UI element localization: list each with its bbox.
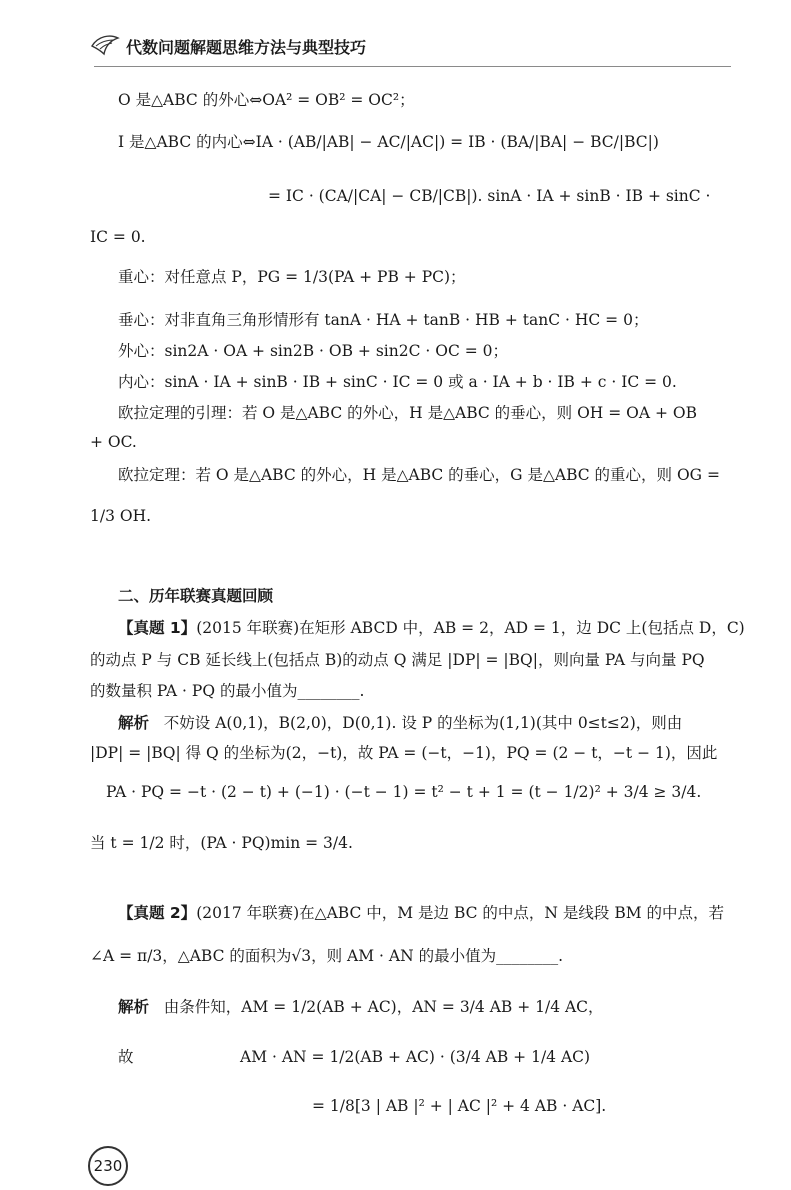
body-line-circumcenter: 外心：sin2A · OA + sin2B · OB + sin2C · OC = 0； bbox=[118, 342, 509, 360]
problem-2-solution-line-2: AM · AN = 1/2(AB + AC) · (3/4 AB + 1/4 AC) bbox=[240, 1048, 591, 1066]
body-line-2: I 是△ABC 的内心⇔IA · (AB/|AB| − AC/|AC|) = IB · (BA/|BA| − BC/|BC|) bbox=[118, 133, 659, 151]
problem-1-line-3: 的数量积 PA · PQ 的最小值为________. bbox=[90, 682, 365, 700]
problem-1-solution-line-4: 当 t = 1/2 时，(PA · PQ)min = 3/4. bbox=[90, 834, 353, 852]
problem-1-text-1: (2015 年联赛)在矩形 ABCD 中，AB = 2，AD = 1，边 DC 上(包括点 D，C) bbox=[196, 619, 745, 637]
problem-2-text-1: (2017 年联赛)在△ABC 中，M 是边 BC 的中点，N 是线段 BM 的中点，若 bbox=[196, 904, 725, 922]
problem-1-solution-line-1 bbox=[118, 713, 682, 733]
problem-1-line-2: 的动点 P 与 CB 延长线上(包括点 B)的动点 Q 满足 |DP| = |BQ|，则向量 PA 与向量 PQ bbox=[90, 651, 705, 669]
body-line-3: = IC · (CA/|CA| − CB/|CB|). sinA · IA + sinB · IB + sinC · bbox=[268, 187, 711, 205]
body-line-1: O 是△ABC 的外心⇔OA² = OB² = OC²； bbox=[118, 91, 415, 109]
problem-2-line-1 bbox=[118, 903, 724, 923]
problem-1-solution-label: 解析 bbox=[118, 714, 150, 732]
book-logo-icon bbox=[90, 32, 120, 58]
body-line-centroid: 重心：对任意点 P，PG = 1/3(PA + PB + PC)； bbox=[118, 268, 466, 286]
problem-2-solution-therefore: 故 bbox=[118, 1048, 134, 1066]
header-rule bbox=[94, 66, 731, 67]
body-line-incenter: 内心：sinA · IA + sinB · IB + sinC · IC = 0 或 a · IA + b · IB + c · IC = 0. bbox=[118, 373, 677, 391]
problem-2-label: 【真题 2】 bbox=[118, 904, 197, 922]
body-line-4: IC = 0. bbox=[90, 228, 146, 246]
running-header-title: 代数问题解题思维方法与典型技巧 bbox=[126, 38, 367, 57]
problem-2-solution-line-3: = 1/8[3 | AB |² + | AC |² + 4 AB · AC]. bbox=[312, 1097, 607, 1115]
page-number: 230 bbox=[88, 1146, 128, 1186]
body-line-euler-lemma-cont: + OC. bbox=[90, 433, 137, 451]
body-line-euler-theorem: 欧拉定理：若 O 是△ABC 的外心，H 是△ABC 的垂心，G 是△ABC 的重心，则 OG = bbox=[118, 466, 720, 484]
problem-1-line-1 bbox=[118, 618, 745, 638]
problem-2-line-2: ∠A = π/3，△ABC 的面积为√3，则 AM · AN 的最小值为________. bbox=[90, 947, 563, 965]
section-title: 二、历年联赛真题回顾 bbox=[118, 587, 274, 605]
problem-2-solution-line-1 bbox=[118, 997, 604, 1017]
problem-1-label: 【真题 1】 bbox=[118, 619, 197, 637]
problem-1-solution-line-2: |DP| = |BQ| 得 Q 的坐标为(2，−t)，故 PA = (−t，−1)，PQ = (2 − t，−t − 1)，因此 bbox=[90, 744, 718, 762]
problem-2-solution-text-1: 由条件知，AM = 1/2(AB + AC)，AN = 3/4 AB + 1/4 AC， bbox=[163, 998, 604, 1016]
problem-1-solution-line-3: PA · PQ = −t · (2 − t) + (−1) · (−t − 1) = t² − t + 1 = (t − 1/2)² + 3/4 ≥ 3/4. bbox=[106, 783, 702, 801]
body-line-euler-lemma: 欧拉定理的引理：若 O 是△ABC 的外心，H 是△ABC 的垂心，则 OH = OA + OB bbox=[118, 404, 697, 422]
problem-2-solution-label: 解析 bbox=[118, 998, 150, 1016]
body-line-orthocenter: 垂心：对非直角三角形情形有 tanA · HA + tanB · HB + tanC · HC = 0； bbox=[118, 311, 649, 329]
body-line-euler-theorem-cont: 1/3 OH. bbox=[90, 507, 152, 525]
problem-1-solution-text-1: 不妨设 A(0,1)，B(2,0)，D(0,1). 设 P 的坐标为(1,1)(其中 0≤t≤2)，则由 bbox=[163, 714, 683, 732]
